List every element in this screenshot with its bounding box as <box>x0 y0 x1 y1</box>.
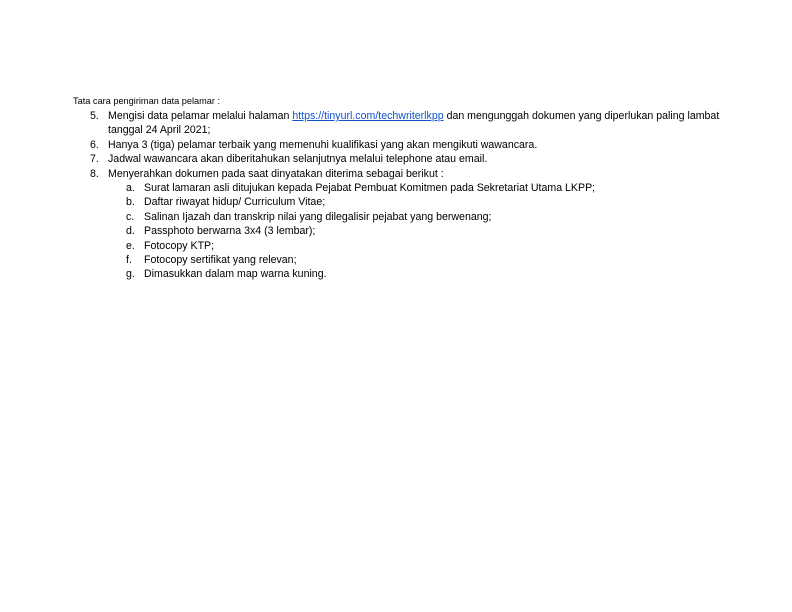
sublist-text: Salinan Ijazah dan transkrip nilai yang dilegalisir pejabat yang berwenang; <box>144 210 492 223</box>
list-text: Jadwal wawancara akan diberitahukan selanjutnya melalui telephone atau email. <box>108 153 488 166</box>
sublist-letter: e. <box>126 239 135 252</box>
list-text: Menyerahkan dokumen pada saat dinyatakan diterima sebagai berikut : <box>108 167 444 180</box>
list-item-5 <box>73 109 723 138</box>
list-number: 8. <box>90 167 99 180</box>
sublist-item-d <box>108 224 723 238</box>
sublist-letter: g. <box>126 268 135 281</box>
sublist-letter: a. <box>126 182 135 195</box>
registration-link[interactable]: https://tinyurl.com/techwriterlkpp <box>292 110 444 122</box>
list-text-before-link: Mengisi data pelamar melalui halaman <box>108 110 293 122</box>
sublist-item-a <box>108 181 723 195</box>
sublist-item-b <box>108 195 723 209</box>
sublist-text: Passphoto berwarna 3x4 (3 lembar); <box>144 225 316 238</box>
sublist-letter: b. <box>126 196 135 209</box>
sublist-text: Fotocopy sertifikat yang relevan; <box>144 254 297 267</box>
sublist-letter: c. <box>126 210 135 223</box>
sublist-letter: d. <box>126 225 135 238</box>
list-item-8 <box>73 167 723 282</box>
list-text-after-link: dan mengunggah dokumen yang diperlukan paling lambat tanggal 24 April 2021; <box>108 110 720 137</box>
sublist-item-f <box>108 253 723 267</box>
list-number: 7. <box>90 153 99 166</box>
sublist-item-c <box>108 210 723 224</box>
list-number: 5. <box>90 110 99 122</box>
list-text: Hanya 3 (tiga) pelamar terbaik yang memenuhi kualifikasi yang akan mengikuti wawancara. <box>108 138 538 151</box>
sublist-text: Daftar riwayat hidup/ Curriculum Vitae; <box>144 196 326 209</box>
sublist-item-e <box>108 239 723 253</box>
numbered-list <box>73 109 723 282</box>
sublist-text: Dimasukkan dalam map warna kuning. <box>144 268 327 281</box>
list-item-6 <box>73 138 723 152</box>
sublist-item-g <box>108 267 723 281</box>
sublist-text: Fotocopy KTP; <box>144 239 215 252</box>
section-heading: Tata cara pengiriman data pelamar : <box>73 96 221 106</box>
list-number: 6. <box>90 138 99 151</box>
sublist-text: Surat lamaran asli ditujukan kepada Pejabat Pembuat Komitmen pada Sekretariat Utama LKPP; <box>144 182 596 195</box>
lettered-sublist <box>108 181 723 282</box>
list-item-7 <box>73 152 723 166</box>
document-body <box>73 95 723 282</box>
sublist-letter: f. <box>126 254 132 267</box>
